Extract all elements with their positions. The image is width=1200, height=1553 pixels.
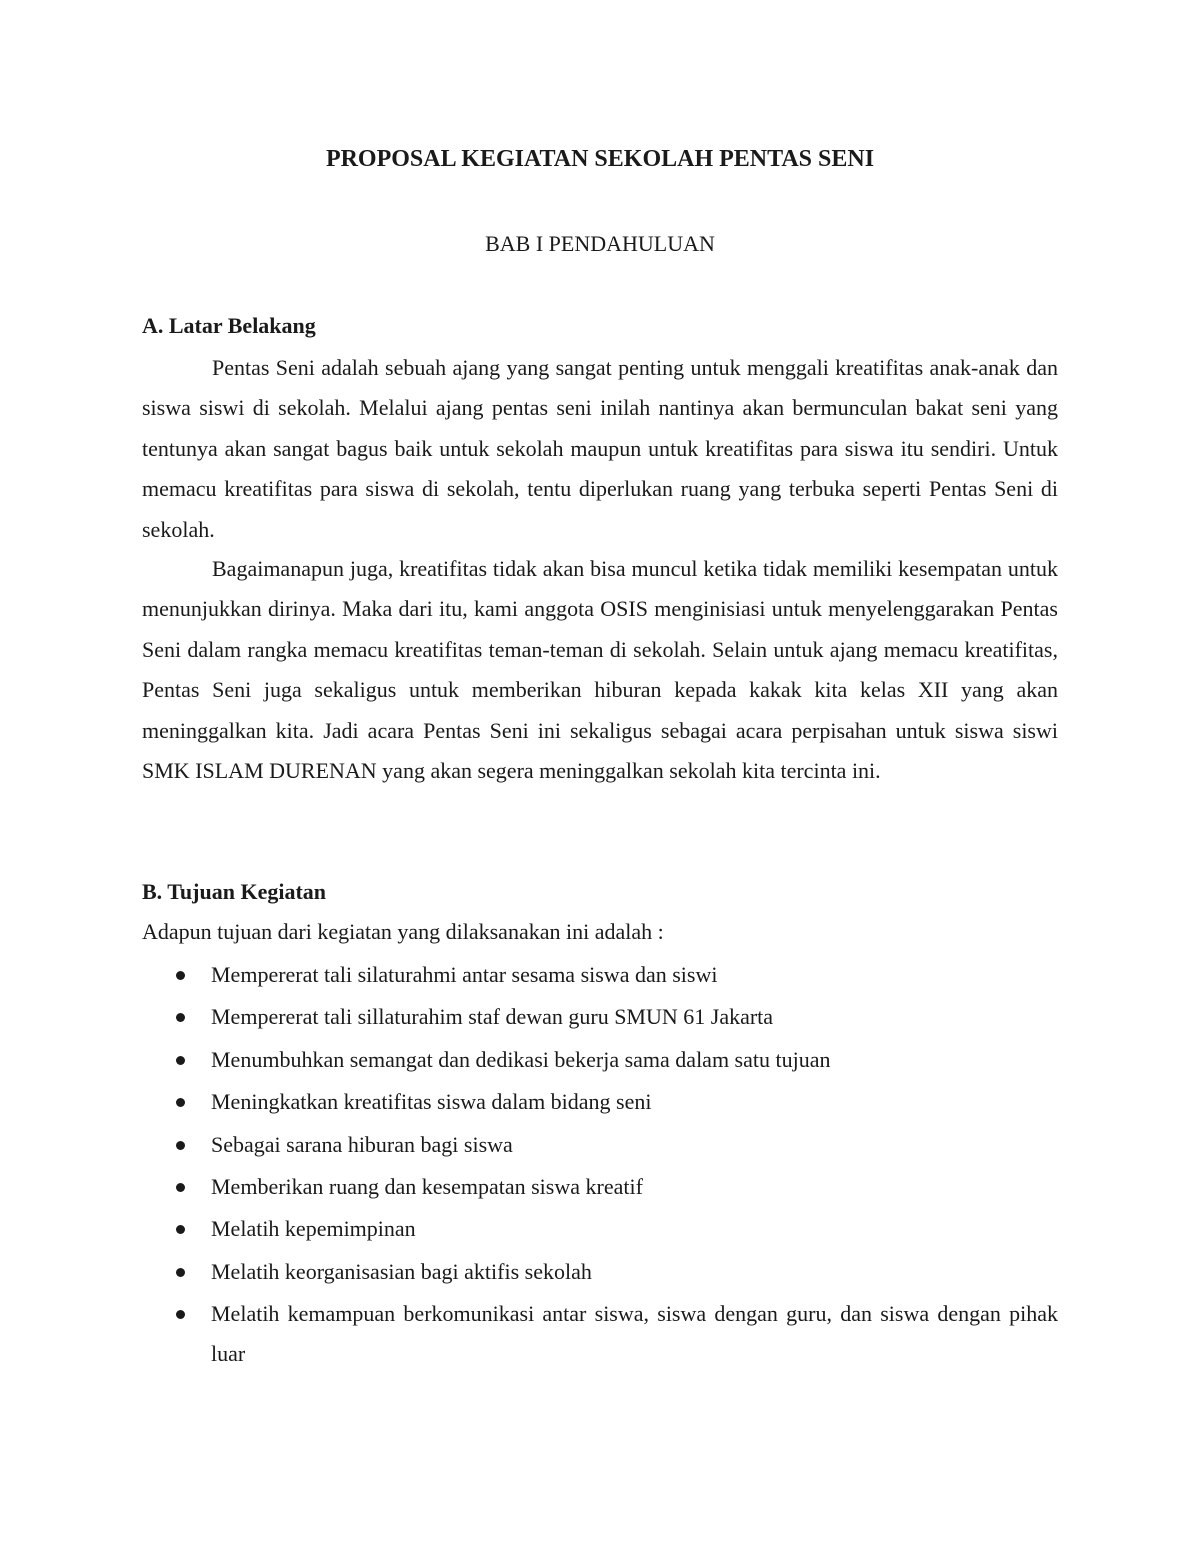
list-item-text: Memberikan ruang dan kesempatan siswa kreatif [211, 1173, 643, 1199]
list-item [142, 955, 1058, 997]
chapter-heading: BAB I PENDAHULUAN [485, 231, 715, 256]
list-item-text: Meningkatkan kreatifitas siswa dalam bidang seni [211, 1089, 652, 1115]
bullet-icon [176, 1141, 185, 1150]
list-item-text: Melatih keorganisasian bagi aktifis sekolah [211, 1258, 592, 1284]
goals-list [142, 955, 1058, 1374]
list-item [142, 1125, 1058, 1167]
document-title: PROPOSAL KEGIATAN SEKOLAH PENTAS SENI [325, 146, 875, 172]
list-item-text: Mempererat tali sillaturahim staf dewan guru SMUN 61 Jakarta [211, 1004, 774, 1030]
paragraph: Pentas Seni adalah sebuah ajang yang sangat penting untuk menggali kreatifitas anak-anak dan siswa siswi di sekolah. Melalui ajang pentas seni inilah nantinya akan bermunculan bakat seni yang tentunya akan sangat bagus baik untuk sekolah maupun untuk kreatifitas para siswa itu sendiri. Untuk memacu kreatifitas para siswa di sekolah, tentu diperlukan ruang yang terbuka seperti Pentas Seni di sekolah. [142, 355, 1058, 542]
bullet-icon [176, 1183, 185, 1192]
list-item-text: Melatih kemampuan berkomunikasi antar siswa, siswa dengan guru, dan siswa dengan pihak luar [211, 1301, 1058, 1367]
bullet-icon [176, 1225, 185, 1234]
section-heading-tujuan-kegiatan: B. Tujuan Kegiatan [142, 879, 327, 904]
list-item [142, 1082, 1058, 1124]
list-item-text: Menumbuhkan semangat dan dedikasi bekerja sama dalam satu tujuan [211, 1046, 831, 1072]
bullet-icon [176, 1013, 185, 1022]
paragraph: Bagaimanapun juga, kreatifitas tidak akan bisa muncul ketika tidak memiliki kesempatan untuk menunjukkan dirinya. Maka dari itu, kami anggota OSIS menginisiasi untuk menyelenggarakan Pentas Seni dalam rangka memacu kreatifitas teman-teman di sekolah. Selain untuk ajang memacu kreatifitas, Pentas Seni juga sekaligus untuk memberikan hiburan kepada kakak kita kelas XII yang akan meninggalkan kita. Jadi acara Pentas Seni ini sekaligus sebagai acara perpisahan untuk siswa siswi SMK ISLAM DURENAN yang akan segera meninggalkan sekolah kita tercinta ini. [142, 556, 1058, 784]
list-item-text: Mempererat tali silaturahmi antar sesama siswa dan siswi [211, 962, 718, 987]
bullet-icon [176, 1098, 185, 1107]
bullet-icon [176, 1310, 185, 1319]
bullet-icon [176, 1268, 185, 1277]
list-item [142, 1252, 1058, 1294]
list-item [142, 1209, 1058, 1251]
list-item [142, 1167, 1058, 1209]
list-item [142, 1294, 1058, 1374]
list-item [142, 1040, 1058, 1082]
list-item-text: Melatih kepemimpinan [211, 1216, 416, 1242]
list-item [142, 997, 1058, 1039]
list-item-text: Sebagai sarana hiburan bagi siswa [211, 1131, 513, 1157]
section-heading-latar-belakang: A. Latar Belakang [142, 313, 316, 338]
goals-intro: Adapun tujuan dari kegiatan yang dilaksanakan ini adalah : [142, 919, 664, 944]
bullet-icon [176, 1056, 185, 1065]
bullet-icon [176, 971, 185, 980]
